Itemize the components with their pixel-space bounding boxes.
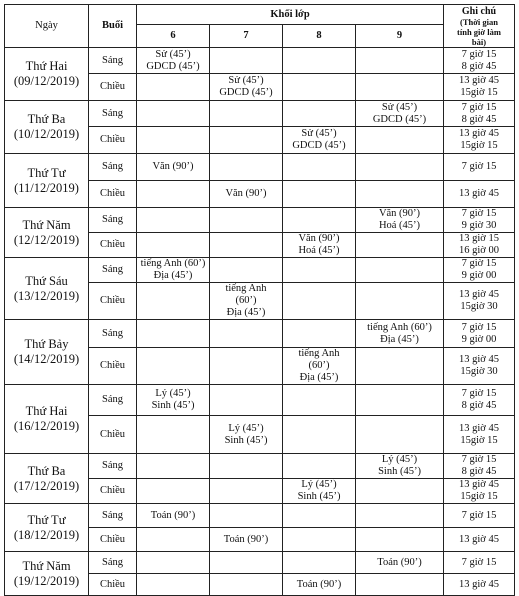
day-date: (13/12/2019) [13, 288, 80, 303]
note-time: 7 giờ 15 [461, 556, 497, 568]
session-label: Sáng [89, 320, 137, 348]
grade-8-cell [283, 74, 356, 101]
grade-8-cell [283, 348, 356, 385]
day-cell [5, 385, 89, 454]
grade-8-cell [283, 574, 356, 596]
grade-7-cell [210, 127, 283, 154]
session-label: Chiều [89, 283, 137, 320]
note-cell [444, 528, 515, 552]
note-time: 7 giờ 15 [461, 48, 497, 60]
grade-7-cell [210, 552, 283, 574]
header-grade-8: 8 [283, 25, 356, 48]
grade-7-cell [210, 574, 283, 596]
note-time: 15giờ 15 [460, 434, 498, 446]
note-time: 13 giờ 45 [459, 289, 499, 300]
grade-7-cell [210, 348, 283, 385]
grade-7-cell [210, 181, 283, 208]
note-time: 9 giờ 30 [461, 220, 497, 231]
schedule-row [5, 258, 515, 283]
grade-8-cell [283, 385, 356, 416]
grade-6-cell [137, 574, 210, 596]
day-name: Thứ Bảy [24, 337, 69, 351]
subject-entry: tiếng Anh (60’) [367, 321, 432, 333]
subject-entry: Toán (90’) [377, 556, 422, 568]
grade-6-cell [137, 127, 210, 154]
grade-9-cell [356, 48, 444, 74]
subject-entry: Sinh (45’) [224, 434, 268, 446]
session-label: Sáng [89, 385, 137, 416]
note-cell [444, 233, 515, 258]
subject-entry: tiếng Anh [298, 348, 340, 359]
schedule-row [5, 320, 515, 348]
day-name: Thứ Tư [27, 512, 66, 527]
note-time: 7 giờ 15 [461, 101, 497, 113]
session-label: Chiều [89, 181, 137, 208]
note-time: 15giờ 15 [460, 140, 498, 151]
subject-entry: Sinh (45’) [378, 466, 421, 477]
day-date: (16/12/2019) [13, 419, 80, 433]
subject-entry: Địa (45’) [226, 307, 266, 318]
grade-9-cell [356, 74, 444, 101]
subject-entry: tiếng Anh [225, 283, 267, 294]
note-cell [444, 504, 515, 528]
grade-8-cell [283, 479, 356, 504]
grade-7-cell [210, 233, 283, 258]
subject-entry: Lý (45’) [381, 454, 418, 465]
subject-entry: Lý (45’) [155, 388, 191, 399]
grade-7-cell [210, 504, 283, 528]
header-session: Buổi [89, 5, 137, 48]
note-cell [444, 208, 515, 233]
day-date: (17/12/2019) [13, 478, 80, 493]
header-grade-group: Khối lớp [137, 5, 444, 25]
schedule-row [5, 101, 515, 127]
subject-entry: Địa (45’) [380, 333, 419, 345]
session-label: Chiều [89, 74, 137, 101]
header-note-subtitle: bài) [471, 36, 487, 47]
grade-8-cell [283, 552, 356, 574]
subject-entry: Hoá (45’) [298, 245, 340, 256]
note-time: 8 giờ 45 [461, 60, 497, 72]
grade-7-cell [210, 528, 283, 552]
subject-entry: Hoá (45’) [378, 220, 421, 231]
session-label: Chiều [89, 479, 137, 504]
day-date: (19/12/2019) [13, 573, 80, 588]
subject-entry: GDCD (45’) [146, 60, 200, 72]
schedule-row [5, 454, 515, 479]
day-name: Thứ Hai [25, 59, 68, 73]
day-date: (12/12/2019) [13, 232, 80, 247]
day-name: Thứ Sáu [25, 273, 68, 288]
note-cell [444, 74, 515, 101]
session-label: Sáng [89, 101, 137, 127]
day-cell [5, 154, 89, 208]
session-label: Sáng [89, 504, 137, 528]
grade-6-cell [137, 154, 210, 181]
grade-7-cell [210, 385, 283, 416]
subject-entry: Văn (90’) [298, 233, 340, 244]
grade-9-cell [356, 101, 444, 127]
session-label: Sáng [89, 552, 137, 574]
grade-9-cell [356, 348, 444, 385]
subject-entry: Toán (90’) [150, 509, 196, 521]
grade-7-cell [210, 320, 283, 348]
header-row-top [5, 5, 515, 25]
note-time: 7 giờ 15 [461, 208, 497, 219]
note-time: 8 giờ 45 [461, 466, 497, 477]
grade-9-cell [356, 385, 444, 416]
grade-9-cell [356, 283, 444, 320]
header-note-subtitle: tính giờ làm [457, 26, 501, 37]
day-cell [5, 552, 89, 596]
note-cell [444, 479, 515, 504]
grade-9-cell [356, 574, 444, 596]
grade-6-cell [137, 258, 210, 283]
grade-6-cell [137, 348, 210, 385]
day-name: Thứ Ba [27, 463, 66, 478]
note-cell [444, 181, 515, 208]
note-cell [444, 454, 515, 479]
day-date: (09/12/2019) [13, 74, 80, 88]
grade-6-cell [137, 208, 210, 233]
subject-entry: Sinh (45’) [297, 491, 341, 502]
grade-6-cell [137, 320, 210, 348]
grade-9-cell [356, 208, 444, 233]
note-time: 7 giờ 15 [461, 388, 497, 399]
subject-entry: Sử (45’) [381, 101, 418, 113]
note-time: 15giờ 15 [460, 491, 498, 502]
grade-7-cell [210, 454, 283, 479]
header-day: Ngày [5, 5, 89, 48]
grade-8-cell [283, 208, 356, 233]
grade-6-cell [137, 454, 210, 479]
note-time: 8 giờ 45 [461, 400, 497, 411]
session-label: Sáng [89, 208, 137, 233]
note-time: 7 giờ 15 [461, 454, 497, 465]
grade-6-cell [137, 233, 210, 258]
day-cell [5, 101, 89, 154]
session-label: Chiều [89, 528, 137, 552]
schedule-body [5, 48, 515, 596]
session-label: Sáng [89, 454, 137, 479]
grade-7-cell [210, 283, 283, 320]
note-time: 13 giờ 45 [459, 128, 499, 139]
grade-6-cell [137, 283, 210, 320]
subject-entry: Văn (90’) [152, 161, 194, 172]
session-label: Chiều [89, 416, 137, 454]
grade-6-cell [137, 101, 210, 127]
header-note-title: Ghi chú [461, 5, 497, 17]
day-name: Thứ Tư [27, 165, 66, 180]
grade-9-cell [356, 181, 444, 208]
subject-entry: Văn (90’) [225, 188, 267, 199]
schedule-row [5, 385, 515, 416]
day-cell [5, 320, 89, 385]
grade-6-cell [137, 504, 210, 528]
day-date: (18/12/2019) [13, 527, 80, 542]
schedule-row [5, 154, 515, 181]
grade-6-cell [137, 416, 210, 454]
session-label: Sáng [89, 48, 137, 74]
subject-entry: (60’) [308, 360, 330, 371]
grade-8-cell [283, 48, 356, 74]
day-cell [5, 258, 89, 320]
day-date: (10/12/2019) [13, 127, 80, 141]
note-time: 13 giờ 15 [459, 233, 499, 244]
grade-6-cell [137, 552, 210, 574]
grade-6-cell [137, 385, 210, 416]
header-grade-6: 6 [137, 25, 210, 48]
subject-entry: Lý (45’) [301, 479, 337, 490]
note-cell [444, 154, 515, 181]
note-time: 13 giờ 45 [459, 354, 499, 365]
schedule-row [5, 208, 515, 233]
subject-entry: Địa (45’) [153, 270, 193, 281]
subject-entry: Toán (90’) [296, 578, 342, 590]
subject-entry: GDCD (45’) [372, 113, 427, 125]
grade-8-cell [283, 154, 356, 181]
grade-9-cell [356, 454, 444, 479]
grade-9-cell [356, 258, 444, 283]
grade-7-cell [210, 101, 283, 127]
grade-9-cell [356, 416, 444, 454]
grade-6-cell [137, 479, 210, 504]
note-cell [444, 348, 515, 385]
schedule-row [5, 504, 515, 528]
subject-entry: Sử (45’) [228, 75, 264, 86]
subject-entry: Lý (45’) [228, 422, 264, 434]
grade-8-cell [283, 101, 356, 127]
header-note [444, 5, 515, 48]
grade-7-cell [210, 208, 283, 233]
note-time: 13 giờ 45 [459, 422, 499, 434]
day-name: Thứ Hai [25, 404, 68, 418]
note-time: 16 giờ 00 [459, 245, 499, 256]
day-date: (11/12/2019) [14, 180, 79, 195]
subject-entry: Toán (90’) [223, 533, 269, 545]
session-label: Sáng [89, 154, 137, 181]
schedule-row [5, 552, 515, 574]
note-cell [444, 574, 515, 596]
note-time: 7 giờ 15 [461, 161, 497, 172]
subject-entry: (60’) [235, 295, 257, 306]
note-cell [444, 320, 515, 348]
header-grade-7: 7 [210, 25, 283, 48]
note-cell [444, 552, 515, 574]
grade-9-cell [356, 479, 444, 504]
subject-entry: Văn (90’) [378, 208, 421, 219]
note-time: 15giờ 30 [460, 301, 498, 312]
session-label: Chiều [89, 233, 137, 258]
grade-9-cell [356, 504, 444, 528]
session-label: Chiều [89, 348, 137, 385]
grade-6-cell [137, 181, 210, 208]
grade-8-cell [283, 454, 356, 479]
subject-entry: Địa (45’) [299, 372, 339, 383]
subject-entry: Sử (45’) [155, 48, 191, 60]
grade-8-cell [283, 181, 356, 208]
note-time: 9 giờ 00 [461, 270, 497, 281]
day-name: Thứ Ba [27, 112, 66, 126]
grade-8-cell [283, 283, 356, 320]
note-time: 13 giờ 45 [459, 533, 499, 545]
note-time: 7 giờ 15 [461, 321, 497, 333]
note-cell [444, 283, 515, 320]
note-time: 7 giờ 15 [461, 509, 497, 521]
note-cell [444, 101, 515, 127]
header-note-subtitle: (Thời gian [459, 16, 498, 27]
day-name: Thứ Năm [22, 558, 71, 573]
grade-7-cell [210, 48, 283, 74]
note-cell [444, 258, 515, 283]
grade-9-cell [356, 127, 444, 154]
day-name: Thứ Năm [22, 217, 71, 232]
grade-6-cell [137, 74, 210, 101]
grade-8-cell [283, 528, 356, 552]
grade-8-cell [283, 233, 356, 258]
grade-9-cell [356, 233, 444, 258]
day-date: (14/12/2019) [13, 352, 80, 366]
exam-schedule-table [4, 4, 515, 596]
note-cell [444, 48, 515, 74]
note-cell [444, 127, 515, 154]
subject-entry: Sử (45’) [301, 128, 337, 139]
session-label: Chiều [89, 574, 137, 596]
note-time: 15giờ 15 [460, 87, 498, 98]
note-time: 9 giờ 00 [461, 333, 497, 345]
note-cell [444, 416, 515, 454]
grade-9-cell [356, 528, 444, 552]
grade-9-cell [356, 320, 444, 348]
session-label: Chiều [89, 127, 137, 154]
day-cell [5, 208, 89, 258]
grade-7-cell [210, 154, 283, 181]
grade-7-cell [210, 416, 283, 454]
grade-7-cell [210, 74, 283, 101]
grade-6-cell [137, 48, 210, 74]
grade-8-cell [283, 504, 356, 528]
note-time: 13 giờ 45 [459, 578, 499, 590]
day-cell [5, 504, 89, 552]
note-cell [444, 385, 515, 416]
grade-9-cell [356, 552, 444, 574]
grade-9-cell [356, 154, 444, 181]
grade-8-cell [283, 127, 356, 154]
grade-7-cell [210, 258, 283, 283]
note-time: 13 giờ 45 [459, 188, 499, 199]
day-cell [5, 48, 89, 101]
header-grade-9: 9 [356, 25, 444, 48]
note-time: 8 giờ 45 [461, 113, 497, 125]
note-time: 13 giờ 45 [459, 479, 499, 490]
note-time: 13 giờ 45 [459, 75, 499, 86]
subject-entry: GDCD (45’) [219, 87, 273, 98]
schedule-row [5, 48, 515, 74]
day-cell [5, 454, 89, 504]
session-label: Sáng [89, 258, 137, 283]
subject-entry: tiếng Anh (60’) [140, 258, 206, 269]
grade-8-cell [283, 320, 356, 348]
note-time: 7 giờ 15 [461, 258, 497, 269]
grade-8-cell [283, 416, 356, 454]
grade-7-cell [210, 479, 283, 504]
grade-6-cell [137, 528, 210, 552]
grade-8-cell [283, 258, 356, 283]
subject-entry: GDCD (45’) [292, 140, 346, 151]
subject-entry: Sinh (45’) [151, 400, 195, 411]
note-time: 15giờ 30 [460, 366, 498, 377]
